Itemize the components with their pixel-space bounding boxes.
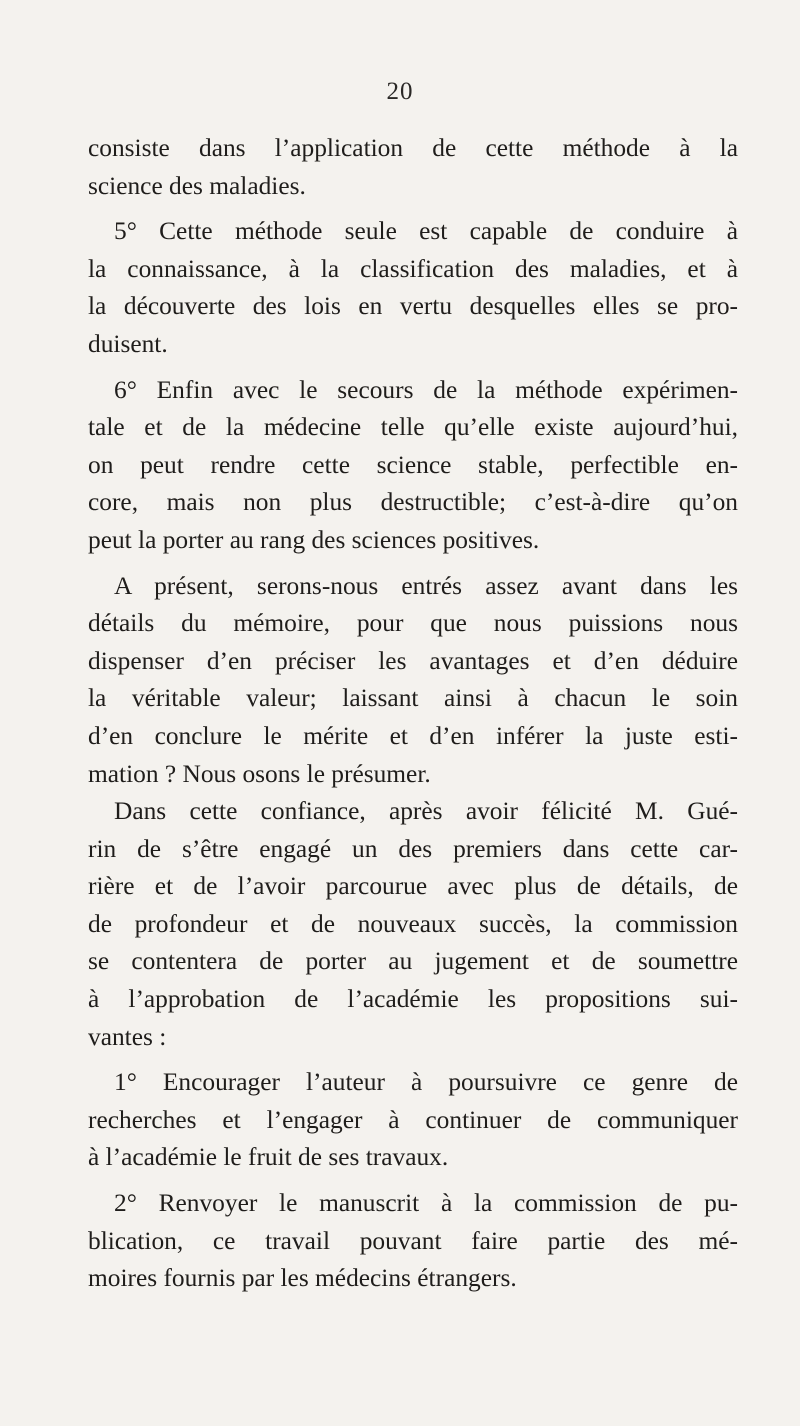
- paragraph-gap: [88, 205, 738, 213]
- text-line: à l’académie le fruit de ses travaux.: [88, 1143, 449, 1172]
- paragraph-gap: [88, 560, 738, 568]
- text-line: d’en conclure le mérite et d’en inférer la juste esti-: [88, 721, 738, 750]
- text-line: core, mais non plus destructible; c’est-à-dire qu’on: [88, 488, 738, 517]
- body-text: [88, 130, 738, 1298]
- text-line: 5° Cette méthode seule est capable de conduire à: [114, 217, 738, 246]
- text-line: détails du mémoire, pour que nous puissions nous: [88, 609, 738, 638]
- text-line: 2° Renvoyer le manuscrit à la commission de pu-: [114, 1189, 738, 1218]
- text-line: rin de s’être engagé un des premiers dans cette car-: [88, 834, 738, 863]
- text-line: rière et de l’avoir parcourue avec plus de détails, de: [88, 872, 738, 901]
- paragraph-gap: [88, 364, 738, 372]
- text-line: 1° Encourager l’auteur à poursuivre ce genre de: [114, 1068, 738, 1097]
- text-line: science des maladies.: [88, 171, 306, 200]
- text-line: duisent.: [88, 329, 168, 358]
- text-line: à l’approbation de l’académie les propositions sui-: [88, 985, 738, 1014]
- text-line: 6° Enfin avec le secours de la méthode expérimen-: [114, 375, 738, 404]
- text-line: recherches et l’engager à continuer de communiquer: [88, 1105, 738, 1134]
- text-line: dispenser d’en préciser les avantages et d’en déduire: [88, 646, 738, 675]
- page-number: 20: [386, 78, 414, 105]
- text-line: A présent, serons-nous entrés assez avant dans les: [114, 571, 738, 600]
- text-line: consiste dans l’application de cette méthode à la: [88, 134, 738, 162]
- text-line: Dans cette confiance, après avoir félicité M. Gué-: [114, 797, 738, 826]
- text-line: la connaissance, à la classification des maladies, et à: [88, 254, 738, 283]
- text-line: la découverte des lois en vertu desquelles elles se pro-: [88, 292, 738, 321]
- text-line: la véritable valeur; laissant ainsi à chacun le soin: [88, 684, 738, 713]
- paragraph-gap: [88, 1056, 738, 1064]
- text-line: mation ? Nous osons le présumer.: [88, 759, 431, 788]
- text-line: moires fournis par les médecins étrangers.: [88, 1264, 517, 1293]
- text-line: de profondeur et de nouveaux succès, la commission: [88, 909, 738, 938]
- text-line: tale et de la médecine telle qu’elle existe aujourd’hui,: [88, 413, 738, 442]
- paragraph-gap: [88, 1177, 738, 1185]
- text-line: blication, ce travail pouvant faire partie des mé-: [88, 1226, 738, 1255]
- text-line: peut la porter au rang des sciences positives.: [88, 525, 540, 554]
- text-line: se contentera de porter au jugement et de soumettre: [88, 947, 738, 976]
- text-line: vantes :: [88, 1022, 167, 1051]
- text-line: on peut rendre cette science stable, perfectible en-: [88, 450, 738, 479]
